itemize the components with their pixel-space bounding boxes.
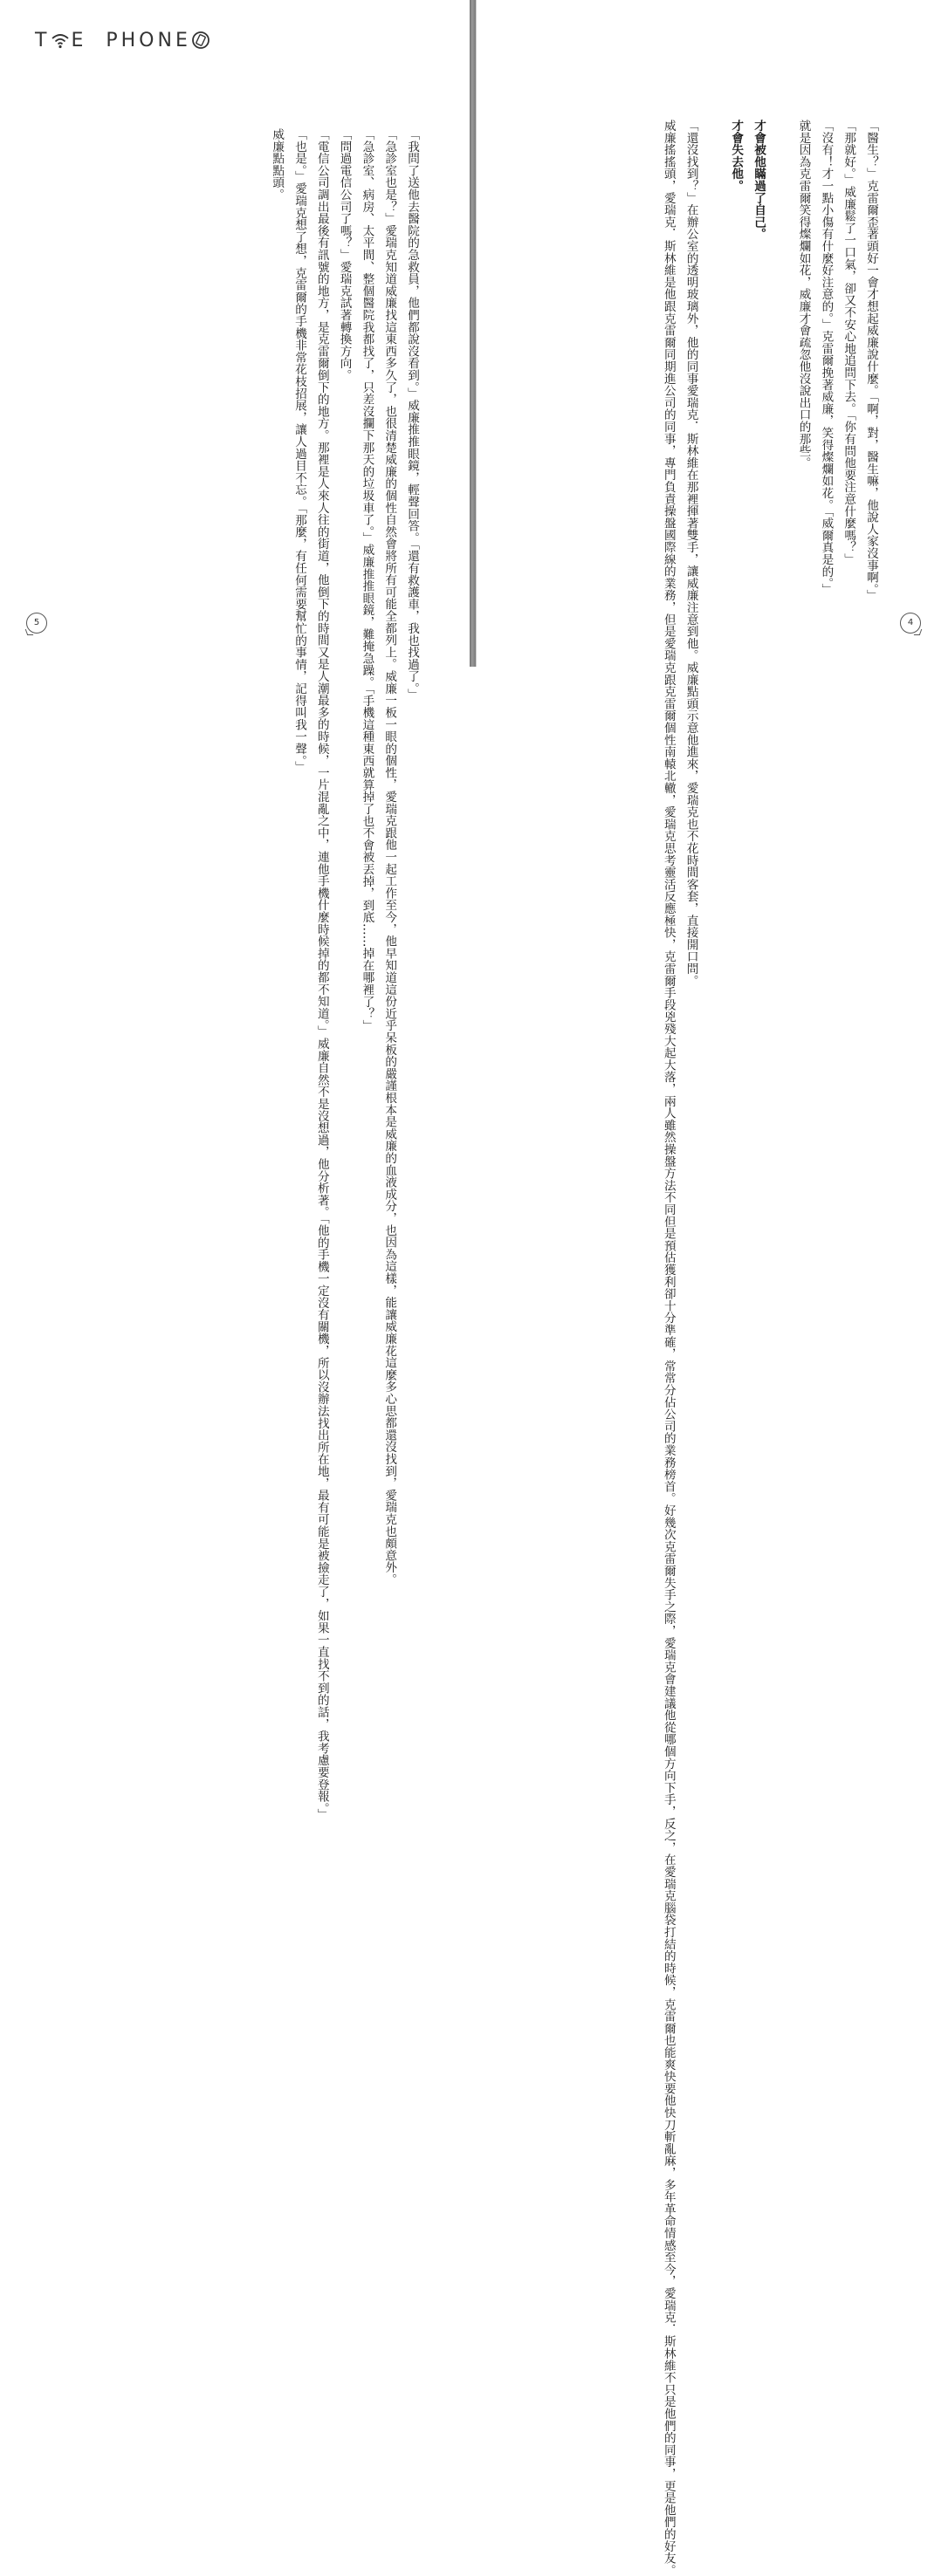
right-paragraph-2: 「那就好。」威廉鬆了一口氣，卻又不安心地追問下去。「你有問他要注意什麼嗎？」 <box>842 120 856 565</box>
left-page <box>0 0 471 1821</box>
left-paragraph-4: 「問過電信公司了嗎？」愛瑞克試著轉換方向。 <box>337 128 352 381</box>
phone-icon <box>191 31 210 50</box>
wifi-icon <box>50 31 71 50</box>
left-paragraph-3: 「急診室、病房、太平間、整個醫院我都找了，只差沒攔下那天的垃圾車了。」威廉推推眼鏡，難掩急躁。「手機這種東西就算掉了也不會被丟掉，到底……掉在哪裡了？」 <box>360 128 374 1032</box>
left-paragraph-7: 威廉點點頭。 <box>270 128 285 201</box>
logo-word-phon: PHON <box>106 29 175 51</box>
logo-letter-t: T <box>35 29 51 51</box>
right-emphasis-line-1: 才會被他瞞過了自己。 <box>752 120 766 241</box>
right-section-spacer-2 <box>702 96 725 598</box>
left-paragraph-5: 「電信公司調出最後有訊號的地方，是克雷爾倒下的地方。那裡是人來人往的街道，他倒下的時間又是人潮最多的時候，一片混亂之中，連他手機什麼時候掉的都不知道。」威廉自然不是沒想過，他分析著。「他的手機一定沒有關機，所以沒辦法找出所在地，最有可能是被撿走了，如果一直找不到的話，我考慮要登報。」 <box>314 128 329 1821</box>
book-spine-gutter <box>470 0 476 667</box>
page-number-right: 4 <box>900 613 921 634</box>
page-number-left: 5 <box>26 613 47 634</box>
left-page-body <box>264 105 422 1821</box>
right-emphasis-line-2: 才會失去他。 <box>729 120 744 192</box>
right-paragraph-5: 「還沒找到？」在辦公室的透明玻璃外，他的同事愛瑞克．斯林維在那裡揮著雙手，讓威廉注意到他。威廉點頭示意他進來，愛瑞克也不花時間客套，直接開口問。 <box>684 120 698 987</box>
right-paragraph-4: 就是因為克雷爾笑得燦爛如花，威廉才會疏忽他沒說出口的那些。 <box>796 120 811 469</box>
right-page <box>476 0 948 2576</box>
right-section-spacer-1 <box>769 96 792 598</box>
right-paragraph-1: 「醫生？」克雷爾歪著頭好一會才想起威廉說什麼。「啊，對，醫生嘛，他說人家沒事啊。」 <box>864 120 878 602</box>
left-paragraph-1: 「我問了送他去醫院的急救員，他們都說沒看到。」威廉推推眼鏡，輕聲回答。「還有救護車，我也找過了。」 <box>405 128 419 701</box>
right-paragraph-6: 威廉搖搖頭，愛瑞克．斯林維是他跟克雷爾同期進公司的同事，專門負責操盤國際線的業務，但是愛瑞克跟克雷爾個性南轅北轍，愛瑞克思考靈活反應極快，克雷爾手段兇殘大起大落，兩人雖然操盤方法不同但是預估獲利卻十分準確，常常分佔公司的業務榜首。好幾次克雷爾失手之際，愛瑞克會建議他從哪個方向下手，反之，在愛瑞克腦袋打結的時候，克雷爾也能爽快要他快刀斬亂麻，多年革命情感至今，愛瑞克．斯林維不只是他們的同事，更是他們的好友。 <box>661 120 676 2576</box>
book-logo <box>35 28 210 52</box>
logo-letter-e-2: E <box>175 29 191 51</box>
left-paragraph-6: 「也是。」愛瑞克想了想，克雷爾的手機非常花枝招展，讓人過目不忘。「那麼，有任何需要幫忙的事情，記得叫我一聲。」 <box>292 128 307 773</box>
logo-letter-e: E <box>71 29 87 51</box>
left-paragraph-2: 「急診室也是？」愛瑞克知道威廉找這東西多久了，也很清楚威廉的個性自然會將所有可能全都列上。威廉一板一眼的個性，愛瑞克跟他一起工作至今，他早知道這份近乎呆板的嚴謹根本是威廉的血液成分，也因為這樣，能讓威廉花這麼多心思都還沒找到，愛瑞克也頗意外。 <box>382 128 397 1586</box>
right-paragraph-3: 「沒有！才一點小傷有什麼好注意的。」克雷爾挽著威廉，笑得燦爛如花。「威爾真是的。」 <box>819 120 834 596</box>
right-page-body <box>656 96 882 2576</box>
